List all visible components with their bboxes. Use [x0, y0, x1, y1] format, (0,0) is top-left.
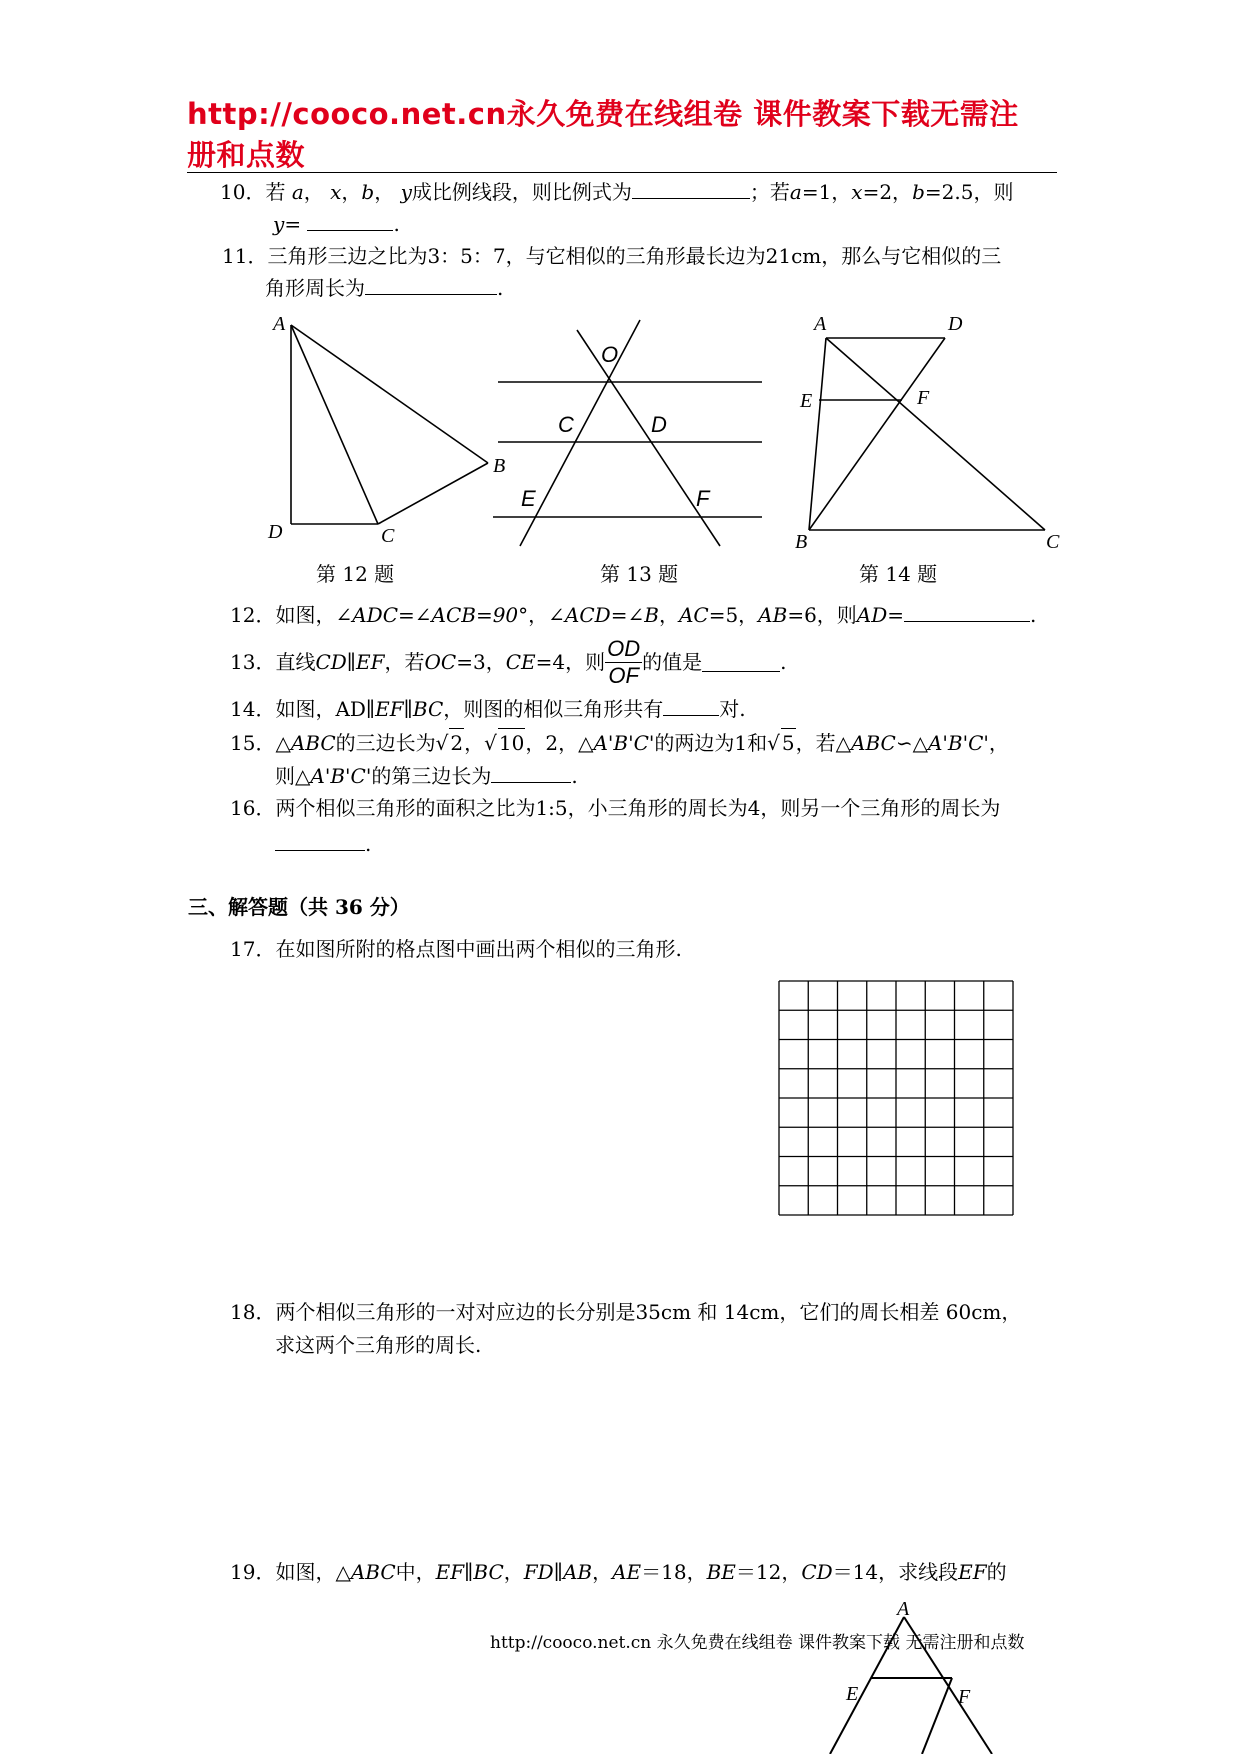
- fraction-od-of: $\frac{OD}{OF}$: [607, 635, 641, 688]
- question-12: 12．如图，∠ADC=∠ACB=90°，∠ACD=∠B，AC=5，AB=6，则AD= .: [230, 603, 1037, 627]
- question-10-line-1: 10．若 a， x，b， y成比例线段，则比例式为 ；若a=1，x=2，b=2.5，则: [220, 180, 1014, 204]
- fig12-label-a: A: [273, 313, 286, 335]
- answer-blank[interactable]: [663, 697, 719, 716]
- fig12-label-c: C: [381, 525, 395, 547]
- fig14-label-f: F: [917, 387, 930, 409]
- question-17: 17．在如图所附的格点图中画出两个相似的三角形.: [230, 937, 682, 961]
- question-11-line-2: 角形周长为 .: [265, 276, 504, 300]
- answer-blank[interactable]: [702, 653, 780, 672]
- question-13: 13． 直线 CD ∥ EF ，若 OC =3， CE =4，则 $\frac{OD}{OF}$ 的值是 .: [230, 635, 787, 688]
- fig12-label-d: D: [268, 521, 283, 543]
- fig13-caption: 第 13 题: [600, 562, 679, 586]
- section-3-title: 三、解答题（共 36 分）: [188, 895, 410, 919]
- fig12-caption: 第 12 题: [316, 562, 395, 586]
- answer-blank[interactable]: [307, 212, 393, 231]
- fig19-label-a: A: [897, 1598, 910, 1620]
- fig19-label-e: E: [846, 1683, 859, 1705]
- fig14-label-e: E: [800, 390, 813, 412]
- fig13-label-d: D: [651, 412, 667, 437]
- header-rule: [187, 172, 1057, 173]
- question-16-line-1: 16．两个相似三角形的面积之比为1:5，小三角形的周长为4，则另一个三角形的周长为: [230, 796, 1001, 820]
- grid-dot-paper[interactable]: [778, 980, 1018, 1220]
- answer-blank[interactable]: [632, 180, 750, 199]
- question-14: 14．如图，AD∥EF∥BC，则图的相似三角形共有 对.: [230, 697, 746, 721]
- question-18-line-1: 18．两个相似三角形的一对对应边的长分别是35cm 和 14cm，它们的周长相差 60cm，: [230, 1300, 1022, 1324]
- figure-12: [260, 310, 510, 550]
- question-16-line-2: .: [275, 830, 371, 858]
- answer-blank[interactable]: [904, 603, 1030, 622]
- fig12-label-b: B: [493, 455, 506, 477]
- question-11-line-1: 11．三角形三边之比为3：5：7，与它相似的三角形最长边为21cm，那么与它相似的三: [222, 244, 1002, 268]
- fig13-label-c: C: [558, 412, 574, 437]
- footer-text: http://cooco.net.cn 永久免费在线组卷 课件教案下载 无需注册和点数: [490, 1633, 1025, 1653]
- fig13-label-f: F: [696, 486, 710, 511]
- question-19: 19．如图，△ABC中，EF∥BC，FD∥AB，AE＝18，BE＝12，CD＝14，求线段EF的: [230, 1560, 1007, 1584]
- answer-blank[interactable]: [365, 276, 497, 295]
- fig14-caption: 第 14 题: [859, 562, 938, 586]
- question-18-line-2: 求这两个三角形的周长.: [275, 1333, 482, 1357]
- question-15-line-1: 15．△ABC的三边长为√ 2，√ 10，2，△A'B'C'的两边为1和√ 5，若△ABC∽△A'B'C'，: [230, 728, 1009, 757]
- fig14-label-a: A: [814, 313, 827, 335]
- question-10-line-2: y= .: [273, 212, 400, 236]
- figure-13: [490, 320, 770, 560]
- fig14-label-d: D: [948, 313, 963, 335]
- fig13-label-o: O: [601, 342, 619, 367]
- header-line-2: 册和点数: [187, 138, 306, 172]
- fig14-label-c: C: [1046, 531, 1060, 553]
- fig14-label-b: B: [795, 531, 808, 553]
- figure-14: [790, 320, 1070, 550]
- fig19-label-f: F: [958, 1686, 971, 1708]
- answer-blank[interactable]: [275, 832, 365, 851]
- answer-blank[interactable]: [491, 764, 571, 783]
- fig13-label-e: E: [521, 486, 536, 511]
- header-line-1: http://cooco.net.cn永久免费在线组卷 课件教案下载无需注: [187, 97, 1019, 131]
- question-15-line-2: 则△A'B'C'的第三边长为 .: [275, 764, 578, 788]
